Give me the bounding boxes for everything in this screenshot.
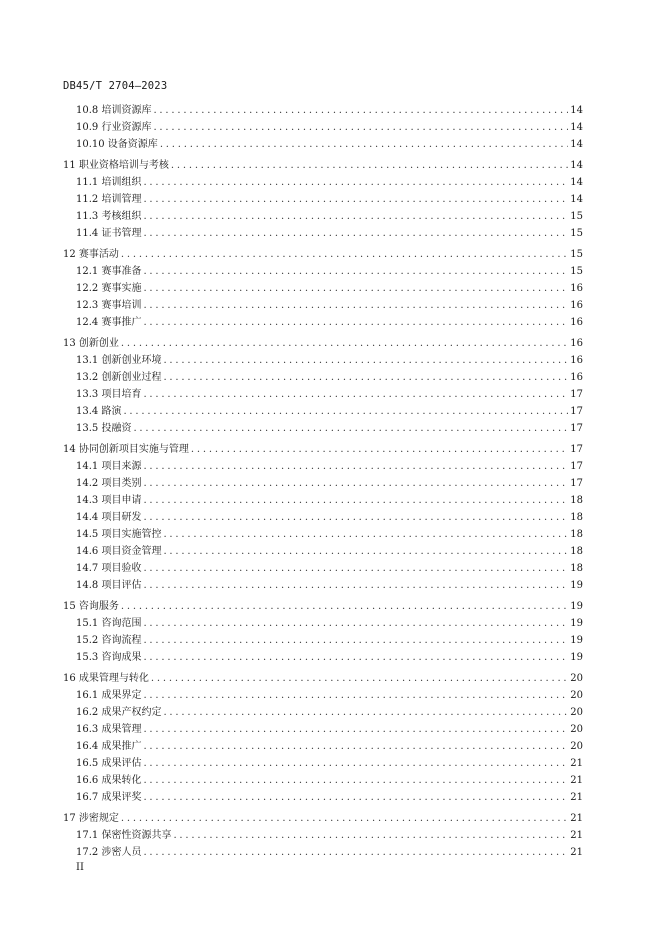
- toc-entry-label: 15.2 咨询流程: [76, 635, 142, 646]
- toc-leader-dots: [143, 317, 568, 328]
- toc-entry[interactable]: [63, 843, 583, 860]
- toc-entry-label: 10.10 设备资源库: [76, 139, 158, 150]
- toc-entry[interactable]: [63, 190, 583, 207]
- toc-leader-dots: [160, 139, 568, 150]
- toc-leader-dots: [143, 563, 568, 574]
- toc-leader-dots: [121, 813, 568, 824]
- toc-entry[interactable]: [63, 440, 583, 457]
- toc-leader-dots: [143, 228, 568, 239]
- toc-entry[interactable]: [63, 631, 583, 648]
- toc-entry-page: 15: [570, 266, 583, 277]
- toc-entry-label: 14.4 项目研发: [76, 512, 142, 523]
- toc-entry-page: 18: [570, 512, 583, 523]
- toc-leader-dots: [171, 160, 568, 171]
- toc-entry[interactable]: [63, 101, 583, 118]
- toc-entry-page: 21: [570, 792, 583, 803]
- toc-entry-label: 14.2 项目类别: [76, 478, 142, 489]
- toc-entry-label: 17.2 涉密人员: [76, 847, 142, 858]
- toc-leader-dots: [143, 177, 568, 188]
- toc-entry-page: 17: [570, 444, 583, 455]
- toc-entry-page: 14: [570, 122, 583, 133]
- toc-entry-page: 16: [570, 317, 583, 328]
- toc-entry-label: 14 协同创新项目实施与管理: [63, 444, 189, 455]
- toc-entry-page: 21: [570, 830, 583, 841]
- toc-entry-page: 21: [570, 847, 583, 858]
- toc-entry-page: 21: [570, 758, 583, 769]
- toc-leader-dots: [143, 211, 568, 222]
- toc-entry-label: 15.1 咨询范围: [76, 618, 142, 629]
- toc-entry[interactable]: [63, 542, 583, 559]
- toc-entry-label: 16.7 成果评奖: [76, 792, 142, 803]
- toc-entry[interactable]: [63, 648, 583, 665]
- toc-entry[interactable]: [63, 525, 583, 542]
- toc-entry-label: 13 创新创业: [63, 338, 119, 349]
- toc-entry-page: 19: [570, 580, 583, 591]
- toc-entry-label: 14.8 项目评估: [76, 580, 142, 591]
- toc-leader-dots: [143, 283, 568, 294]
- toc-entry-page: 18: [570, 529, 583, 540]
- toc-leader-dots: [143, 300, 568, 311]
- toc-entry[interactable]: [63, 245, 583, 262]
- toc-leader-dots: [143, 461, 568, 472]
- toc-leader-dots: [143, 512, 568, 523]
- toc-entry-page: 18: [570, 546, 583, 557]
- toc-leader-dots: [143, 724, 568, 735]
- toc-entry-label: 16.1 成果界定: [76, 690, 142, 701]
- toc-entry-page: 17: [570, 389, 583, 400]
- toc-entry[interactable]: [63, 402, 583, 419]
- toc-entry[interactable]: [63, 559, 583, 576]
- toc-entry-label: 13.2 创新创业过程: [76, 372, 162, 383]
- toc-entry[interactable]: [63, 262, 583, 279]
- toc-entry-page: 15: [570, 211, 583, 222]
- toc-entry[interactable]: [63, 419, 583, 436]
- toc-leader-dots: [143, 478, 568, 489]
- toc-entry-page: 16: [570, 372, 583, 383]
- toc-entry[interactable]: [63, 296, 583, 313]
- toc-entry[interactable]: [63, 457, 583, 474]
- toc-entry[interactable]: [63, 826, 583, 843]
- toc-entry[interactable]: [63, 788, 583, 805]
- toc-leader-dots: [151, 673, 568, 684]
- toc-entry[interactable]: [63, 686, 583, 703]
- toc-leader-dots: [143, 652, 568, 663]
- toc-entry[interactable]: [63, 224, 583, 241]
- toc-entry-page: 19: [570, 635, 583, 646]
- toc-entry-label: 13.5 投融资: [76, 423, 132, 434]
- toc-entry-page: 19: [570, 601, 583, 612]
- toc-leader-dots: [143, 792, 568, 803]
- toc-entry-page: 18: [570, 495, 583, 506]
- toc-entry-page: 17: [570, 406, 583, 417]
- toc-entry[interactable]: [63, 207, 583, 224]
- toc-leader-dots: [123, 406, 568, 417]
- toc-entry-label: 11.2 培训管理: [76, 194, 142, 205]
- toc-entry[interactable]: [63, 737, 583, 754]
- toc-leader-dots: [163, 372, 568, 383]
- toc-entry-label: 14.3 项目申请: [76, 495, 142, 506]
- toc-entry-page: 20: [570, 724, 583, 735]
- toc-entry[interactable]: [63, 771, 583, 788]
- toc-entry[interactable]: [63, 173, 583, 190]
- toc-leader-dots: [143, 495, 568, 506]
- toc-leader-dots: [191, 444, 568, 455]
- toc-entry-page: 20: [570, 690, 583, 701]
- toc-entry-label: 11.1 培训组织: [76, 177, 142, 188]
- toc-entry-page: 14: [570, 105, 583, 116]
- toc-entry-label: 16.5 成果评估: [76, 758, 142, 769]
- toc-entry-label: 11.3 考核组织: [76, 211, 142, 222]
- toc-leader-dots: [121, 249, 568, 260]
- toc-entry-label: 13.1 创新创业环境: [76, 355, 162, 366]
- toc-entry[interactable]: [63, 474, 583, 491]
- toc-entry-page: 20: [570, 707, 583, 718]
- toc-entry-label: 16.4 成果推广: [76, 741, 142, 752]
- toc-leader-dots: [143, 580, 568, 591]
- toc-leader-dots: [143, 741, 568, 752]
- toc-entry-label: 14.7 项目验收: [76, 563, 142, 574]
- toc-leader-dots: [163, 546, 568, 557]
- toc-leader-dots: [143, 618, 568, 629]
- toc-entry-page: 21: [570, 775, 583, 786]
- toc-entry-page: 21: [570, 813, 583, 824]
- toc-entry-page: 17: [570, 423, 583, 434]
- toc-entry[interactable]: [63, 508, 583, 525]
- toc-entry-label: 15 咨询服务: [63, 601, 119, 612]
- toc-entry[interactable]: [63, 135, 583, 152]
- toc-entry-label: 12.1 赛事准备: [76, 266, 142, 277]
- toc-entry-label: 13.4 路演: [76, 406, 122, 417]
- toc-leader-dots: [163, 707, 568, 718]
- toc-leader-dots: [163, 529, 568, 540]
- toc-entry[interactable]: [63, 703, 583, 720]
- toc-entry-label: 14.1 项目来源: [76, 461, 142, 472]
- toc-entry-label: 15.3 咨询成果: [76, 652, 142, 663]
- toc-entry[interactable]: [63, 576, 583, 593]
- toc-entry[interactable]: [63, 754, 583, 771]
- toc-entry-label: 12 赛事活动: [63, 249, 119, 260]
- toc-entry-label: 12.4 赛事推广: [76, 317, 142, 328]
- toc-entry-page: 20: [570, 741, 583, 752]
- toc-leader-dots: [143, 758, 568, 769]
- document-header: DB45/T 2704—2023: [63, 80, 168, 92]
- toc-leader-dots: [173, 830, 568, 841]
- toc-entry[interactable]: [63, 491, 583, 508]
- toc-entry[interactable]: [63, 809, 583, 826]
- toc-leader-dots: [143, 389, 568, 400]
- toc-entry-label: 11 职业资格培训与考核: [63, 160, 169, 171]
- toc-entry-page: 18: [570, 563, 583, 574]
- toc-entry[interactable]: [63, 279, 583, 296]
- toc-entry-label: 10.8 培训资源库: [76, 105, 152, 116]
- toc-entry-label: 11.4 证书管理: [76, 228, 142, 239]
- toc-entry[interactable]: [63, 614, 583, 631]
- toc-leader-dots: [121, 338, 568, 349]
- toc-entry[interactable]: [63, 118, 583, 135]
- toc-entry-page: 16: [570, 300, 583, 311]
- page-number: II: [76, 862, 84, 873]
- toc-entry-page: 14: [570, 139, 583, 150]
- toc-entry[interactable]: [63, 368, 583, 385]
- toc-entry-page: 14: [570, 194, 583, 205]
- toc-leader-dots: [143, 635, 568, 646]
- toc-entry-label: 12.3 赛事培训: [76, 300, 142, 311]
- toc-entry-page: 14: [570, 177, 583, 188]
- toc-entry[interactable]: [63, 669, 583, 686]
- toc-entry-label: 12.2 赛事实施: [76, 283, 142, 294]
- toc-entry[interactable]: [63, 156, 583, 173]
- toc-entry-label: 16.6 成果转化: [76, 775, 142, 786]
- toc-entry-label: 13.3 项目培育: [76, 389, 142, 400]
- toc-entry-label: 16.3 成果管理: [76, 724, 142, 735]
- toc-entry-page: 20: [570, 673, 583, 684]
- toc-entry-page: 14: [570, 160, 583, 171]
- toc-leader-dots: [153, 105, 568, 116]
- toc-leader-dots: [143, 690, 568, 701]
- toc-leader-dots: [143, 775, 568, 786]
- toc-entry-label: 17 涉密规定: [63, 813, 119, 824]
- toc-leader-dots: [133, 423, 568, 434]
- toc-entry-label: 17.1 保密性资源共享: [76, 830, 172, 841]
- toc-leader-dots: [143, 194, 568, 205]
- toc-entry[interactable]: [63, 351, 583, 368]
- toc-entry-page: 16: [570, 338, 583, 349]
- toc-entry-page: 17: [570, 461, 583, 472]
- toc-entry-label: 16 成果管理与转化: [63, 673, 149, 684]
- toc-entry-page: 16: [570, 283, 583, 294]
- toc-entry-page: 17: [570, 478, 583, 489]
- toc-leader-dots: [121, 601, 568, 612]
- toc-entry-page: 16: [570, 355, 583, 366]
- toc-entry-page: 15: [570, 249, 583, 260]
- toc-entry[interactable]: [63, 334, 583, 351]
- toc-entry[interactable]: [63, 597, 583, 614]
- toc-leader-dots: [143, 266, 568, 277]
- toc-entry-page: 19: [570, 618, 583, 629]
- toc-leader-dots: [153, 122, 568, 133]
- toc-entry[interactable]: [63, 385, 583, 402]
- toc-entry-page: 15: [570, 228, 583, 239]
- table-of-contents: [63, 101, 583, 860]
- toc-entry-label: 16.2 成果产权约定: [76, 707, 162, 718]
- toc-leader-dots: [143, 847, 568, 858]
- toc-entry[interactable]: [63, 313, 583, 330]
- toc-entry-page: 19: [570, 652, 583, 663]
- toc-entry-label: 14.5 项目实施管控: [76, 529, 162, 540]
- toc-entry-label: 14.6 项目资金管理: [76, 546, 162, 557]
- toc-leader-dots: [163, 355, 568, 366]
- toc-entry[interactable]: [63, 720, 583, 737]
- toc-entry-label: 10.9 行业资源库: [76, 122, 152, 133]
